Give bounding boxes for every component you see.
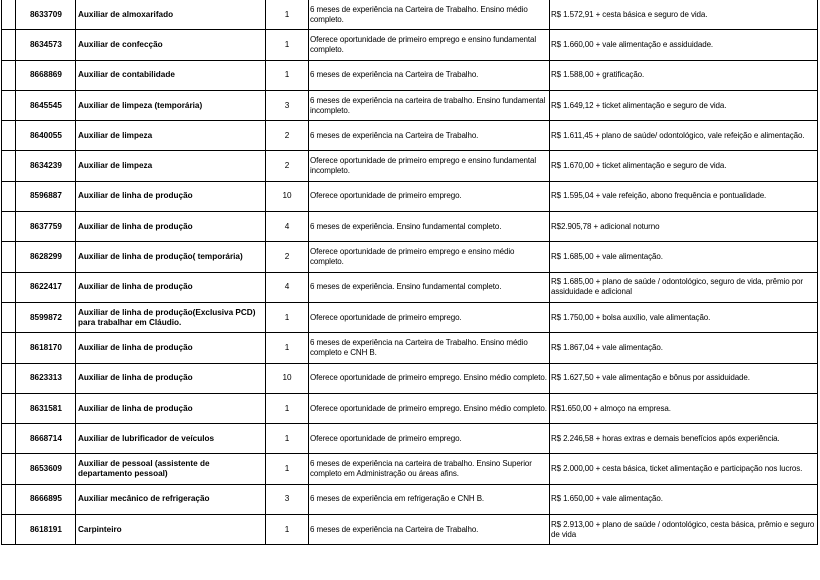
row-blank-cell	[2, 272, 16, 302]
salary-benefits-cell: R$ 1.588,00 + gratificação.	[550, 60, 818, 90]
vacancies-cell: 1	[266, 0, 309, 30]
job-code-cell: 8622417	[16, 272, 76, 302]
job-title-cell: Auxiliar de linha de produção	[76, 181, 266, 211]
table-row	[2, 30, 818, 60]
vacancies-cell: 1	[266, 60, 309, 90]
job-code-cell: 8634239	[16, 151, 76, 181]
row-blank-cell	[2, 393, 16, 423]
vacancies-cell: 1	[266, 424, 309, 454]
salary-benefits-cell: R$ 1.750,00 + bolsa auxílio, vale alimentação.	[550, 302, 818, 332]
vacancies-cell: 3	[266, 484, 309, 514]
requirements-cell: 6 meses de experiência na Carteira de Trabalho. Ensino médio completo.	[309, 0, 550, 30]
salary-benefits-cell: R$ 1.685,00 + plano de saúde / odontológico, seguro de vida, prêmio por assiduidade e adicional	[550, 272, 818, 302]
requirements-cell: 6 meses de experiência. Ensino fundamental completo.	[309, 212, 550, 242]
job-code-cell: 8623313	[16, 363, 76, 393]
requirements-cell: 6 meses de experiência na Carteira de Trabalho.	[309, 121, 550, 151]
row-blank-cell	[2, 484, 16, 514]
row-blank-cell	[2, 60, 16, 90]
row-blank-cell	[2, 333, 16, 363]
row-blank-cell	[2, 302, 16, 332]
row-blank-cell	[2, 242, 16, 272]
job-code-cell: 8640055	[16, 121, 76, 151]
row-blank-cell	[2, 121, 16, 151]
job-title-cell: Auxiliar de almoxarifado	[76, 0, 266, 30]
table-row	[2, 363, 818, 393]
salary-benefits-cell: R$ 2.913,00 + plano de saúde / odontológico, cesta básica, prêmio e seguro de vida	[550, 515, 818, 545]
job-title-cell: Auxiliar de linha de produção	[76, 333, 266, 363]
job-code-cell: 8596887	[16, 181, 76, 211]
job-title-cell: Auxiliar de contabilidade	[76, 60, 266, 90]
job-title-cell: Carpinteiro	[76, 515, 266, 545]
table-row	[2, 393, 818, 423]
salary-benefits-cell: R$ 2.000,00 + cesta básica, ticket alimentação e participação nos lucros.	[550, 454, 818, 484]
job-title-cell: Auxiliar de linha de produção	[76, 393, 266, 423]
job-code-cell: 8666895	[16, 484, 76, 514]
job-table	[1, 0, 818, 545]
job-title-cell: Auxiliar de lubrificador de veículos	[76, 424, 266, 454]
requirements-cell: Oferece oportunidade de primeiro emprego.	[309, 302, 550, 332]
requirements-cell: Oferece oportunidade de primeiro emprego. Ensino médio completo.	[309, 393, 550, 423]
salary-benefits-cell: R$2.905,78 + adicional noturno	[550, 212, 818, 242]
row-blank-cell	[2, 454, 16, 484]
table-row	[2, 424, 818, 454]
table-row	[2, 333, 818, 363]
row-blank-cell	[2, 363, 16, 393]
job-title-cell: Auxiliar de pessoal (assistente de departamento pessoal)	[76, 454, 266, 484]
salary-benefits-cell: R$ 1.650,00 + vale alimentação.	[550, 484, 818, 514]
table-row	[2, 151, 818, 181]
job-title-cell: Auxiliar de linha de produção(Exclusiva PCD) para trabalhar em Cláudio.	[76, 302, 266, 332]
vacancies-cell: 4	[266, 212, 309, 242]
row-blank-cell	[2, 424, 16, 454]
salary-benefits-cell: R$ 1.649,12 + ticket alimentação e seguro de vida.	[550, 90, 818, 120]
vacancies-cell: 1	[266, 515, 309, 545]
job-table-body	[2, 0, 818, 545]
job-title-cell: Auxiliar de limpeza	[76, 151, 266, 181]
table-row	[2, 454, 818, 484]
job-title-cell: Auxiliar de linha de produção	[76, 363, 266, 393]
vacancies-cell: 1	[266, 30, 309, 60]
table-row	[2, 272, 818, 302]
requirements-cell: 6 meses de experiência na carteira de trabalho. Ensino Superior completo em Administração ou áreas afins.	[309, 454, 550, 484]
requirements-cell: 6 meses de experiência na Carteira de Trabalho. Ensino médio completo e CNH B.	[309, 333, 550, 363]
requirements-cell: Oferece oportunidade de primeiro emprego.	[309, 181, 550, 211]
vacancies-cell: 3	[266, 90, 309, 120]
vacancies-cell: 1	[266, 454, 309, 484]
requirements-cell: 6 meses de experiência em refrigeração e CNH B.	[309, 484, 550, 514]
job-code-cell: 8645545	[16, 90, 76, 120]
table-row	[2, 60, 818, 90]
job-code-cell: 8668714	[16, 424, 76, 454]
table-row	[2, 242, 818, 272]
job-code-cell: 8631581	[16, 393, 76, 423]
job-code-cell: 8618191	[16, 515, 76, 545]
table-row	[2, 121, 818, 151]
vacancies-cell: 2	[266, 242, 309, 272]
row-blank-cell	[2, 151, 16, 181]
job-title-cell: Auxiliar de linha de produção( temporária)	[76, 242, 266, 272]
salary-benefits-cell: R$1.650,00 + almoço na empresa.	[550, 393, 818, 423]
requirements-cell: 6 meses de experiência. Ensino fundamental completo.	[309, 272, 550, 302]
job-code-cell: 8633709	[16, 0, 76, 30]
vacancies-cell: 2	[266, 151, 309, 181]
vacancies-cell: 1	[266, 302, 309, 332]
vacancies-cell: 1	[266, 393, 309, 423]
vacancies-cell: 1	[266, 333, 309, 363]
job-code-cell: 8634573	[16, 30, 76, 60]
job-code-cell: 8599872	[16, 302, 76, 332]
vacancies-cell: 2	[266, 121, 309, 151]
job-title-cell: Auxiliar de limpeza	[76, 121, 266, 151]
table-row	[2, 515, 818, 545]
salary-benefits-cell: R$ 2.246,58 + horas extras e demais benefícios após experiência.	[550, 424, 818, 454]
vacancies-cell: 4	[266, 272, 309, 302]
vacancies-cell: 10	[266, 181, 309, 211]
job-title-cell: Auxiliar de limpeza (temporária)	[76, 90, 266, 120]
salary-benefits-cell: R$ 1.685,00 + vale alimentação.	[550, 242, 818, 272]
table-row	[2, 90, 818, 120]
table-row	[2, 0, 818, 30]
requirements-cell: 6 meses de experiência na Carteira de Trabalho.	[309, 60, 550, 90]
job-title-cell: Auxiliar de linha de produção	[76, 272, 266, 302]
row-blank-cell	[2, 30, 16, 60]
salary-benefits-cell: R$ 1.627,50 + vale alimentação e bônus por assiduidade.	[550, 363, 818, 393]
job-title-cell: Auxiliar de confecção	[76, 30, 266, 60]
row-blank-cell	[2, 0, 16, 30]
requirements-cell: Oferece oportunidade de primeiro emprego.	[309, 424, 550, 454]
job-code-cell: 8637759	[16, 212, 76, 242]
salary-benefits-cell: R$ 1.867,04 + vale alimentação.	[550, 333, 818, 363]
requirements-cell: Oferece oportunidade de primeiro emprego. Ensino médio completo.	[309, 363, 550, 393]
job-title-cell: Auxiliar mecânico de refrigeração	[76, 484, 266, 514]
table-row	[2, 302, 818, 332]
requirements-cell: Oferece oportunidade de primeiro emprego e ensino fundamental completo.	[309, 30, 550, 60]
requirements-cell: Oferece oportunidade de primeiro emprego e ensino fundamental incompleto.	[309, 151, 550, 181]
job-code-cell: 8668869	[16, 60, 76, 90]
job-code-cell: 8653609	[16, 454, 76, 484]
salary-benefits-cell: R$ 1.670,00 + ticket alimentação e seguro de vida.	[550, 151, 818, 181]
job-code-cell: 8628299	[16, 242, 76, 272]
salary-benefits-cell: R$ 1.611,45 + plano de saúde/ odontológico, vale refeição e alimentação.	[550, 121, 818, 151]
table-row	[2, 181, 818, 211]
job-code-cell: 8618170	[16, 333, 76, 363]
requirements-cell: 6 meses de experiência na Carteira de Trabalho.	[309, 515, 550, 545]
salary-benefits-cell: R$ 1.572,91 + cesta básica e seguro de vida.	[550, 0, 818, 30]
job-title-cell: Auxiliar de linha de produção	[76, 212, 266, 242]
row-blank-cell	[2, 515, 16, 545]
requirements-cell: Oferece oportunidade de primeiro emprego e ensino médio completo.	[309, 242, 550, 272]
salary-benefits-cell: R$ 1.660,00 + vale alimentação e assiduidade.	[550, 30, 818, 60]
salary-benefits-cell: R$ 1.595,04 + vale refeição, abono frequência e pontualidade.	[550, 181, 818, 211]
row-blank-cell	[2, 181, 16, 211]
requirements-cell: 6 meses de experiência na carteira de trabalho. Ensino fundamental incompleto.	[309, 90, 550, 120]
vacancies-cell: 10	[266, 363, 309, 393]
row-blank-cell	[2, 212, 16, 242]
row-blank-cell	[2, 90, 16, 120]
table-row	[2, 212, 818, 242]
table-row	[2, 484, 818, 514]
